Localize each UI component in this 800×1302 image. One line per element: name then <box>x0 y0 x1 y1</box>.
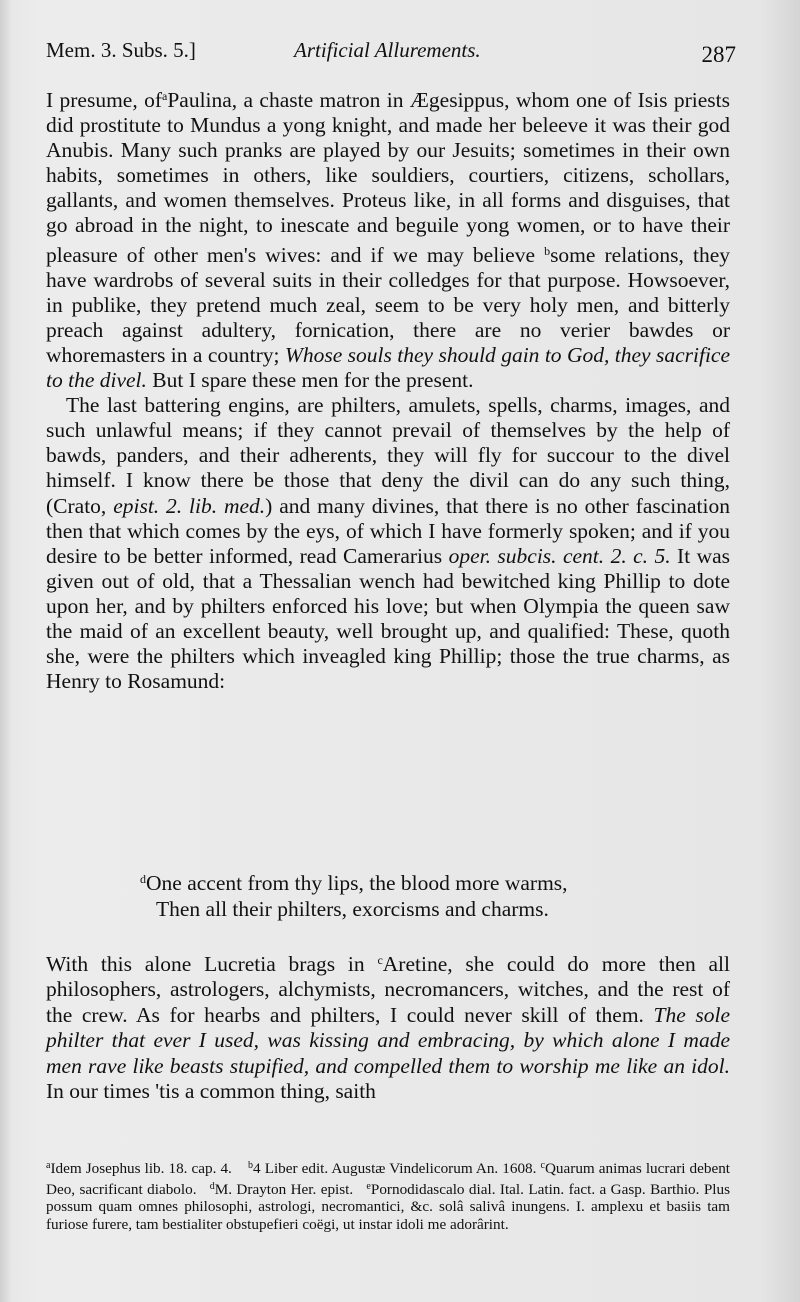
footnote-marker: b <box>248 1160 254 1171</box>
citation-italic: oper. subcis. cent. 2. c. 5. <box>448 543 671 568</box>
italic-quote: Whose souls they should gain to God, they sacrifice to the divel. <box>46 342 731 393</box>
text-segment: Aretine, she could do more then all philosophers, astrologers, alchymists, necromancers, witches, and the rest of the crew. As for hearbs and philters, I could never skill of them. <box>46 951 730 1027</box>
footnote-d: M. Drayton Her. epist. <box>214 1180 354 1198</box>
text-segment: some relations, they have wardrobs of several suits in their colledges for that purpose. Howsoever, in publike, they pretend much zeal, seem to be very holy men, and bitterly preach against adultery, fornication, there are no verier bawdes or whoremasters in a country; <box>46 242 730 367</box>
section-reference: Mem. 3. Subs. 5.] <box>46 38 196 62</box>
paragraph-jesuits <box>46 84 730 393</box>
text-segment: It was given out of old, that a Thessalian wench had bewitched king Phillip to dote upon her, and by philters enforced his love; but when Olympia the queen saw the maid of an excellent beauty, well brought up, and qualified: These, quoth she, were the philters which inveagled king Phillip; those the true charms, as Henry to Rosamund: <box>46 543 731 694</box>
paragraph-philters <box>46 393 730 694</box>
footnote-marker: a <box>46 1160 51 1171</box>
verse-text: One accent from thy lips, the blood more warms, <box>146 871 568 895</box>
citation-italic: epist. 2. lib. med. <box>113 493 266 518</box>
footnote-e: Pornodidascalo dial. Ital. Latin. fact. a Gasp. Barthio. Plus possum quam omnes philosophi, astrologi, necromantici, &c. solâ salivâ inungens. I. amplexu et basiis tam furiose furere, tam bestialiter obstupefieri coëgi, ut instar idoli me adorârint. <box>46 1180 731 1233</box>
page-number: 287 <box>701 42 736 67</box>
running-title: Artificial Allurements. <box>294 38 481 62</box>
text-segment: The last battering engins, are philters, amulets, spells, charms, images, and such unlawful means; if they cannot prevail of themselves by the help of bawds, panders, and their adherents, they will fly for succour to the divel himself. I know there be those that deny the divil can do any such thing, (Crato, <box>46 393 730 518</box>
text-segment: In our times 'tis a common thing, saith <box>46 1079 376 1104</box>
footnote-a: Idem Josephus lib. 18. cap. 4. <box>50 1160 232 1177</box>
italic-quote: The sole philter that ever I used, was kissing and embracing, by which alone I made men rave like beasts stupified, and compelled them to worship me like an idol. <box>46 1002 730 1078</box>
footnote-marker-b: b <box>544 243 551 258</box>
main-text-continued <box>46 926 730 1127</box>
main-text <box>46 84 730 694</box>
verse-line-1 <box>140 866 700 896</box>
text-segment: Paulina, a chaste matron in Ægesippus, whom one of Isis priests did prostitute to Mundus a yong knight, and made her beleeve it was their god Anubis. Many such pranks are played by our Jesuits; sometimes in their own habits, sometimes in others, like souldiers, courtiers, citizens, schollars, gallants, and women themselves. Proteus like, in all forms and disguises, that go abroad in the night, to inescate and beguile yong women, or to have their pleasure of other men's wives: and if we may believe <box>46 88 730 267</box>
verse-line-2: Then all their philters, exorcisms and charms. <box>156 897 549 921</box>
text-segment: I presume, of <box>46 88 162 112</box>
footnote-marker-d: d <box>140 872 146 886</box>
text-segment: With this alone Lucretia brags in <box>46 951 365 976</box>
footnote-b: 4 Liber edit. Augustæ Vindelicorum An. 1608. <box>253 1160 537 1177</box>
footnote-marker: c <box>540 1160 545 1171</box>
text-segment: But I spare these men for the present. <box>152 368 474 393</box>
paragraph-lucretia <box>46 948 730 1106</box>
footnote-c: Quarum animas lucrari debent Deo, sacrificant diabolo. <box>46 1160 731 1198</box>
footnote-marker-c: c <box>377 952 383 967</box>
footnote-marker-a: a <box>161 89 168 103</box>
verse-quote <box>140 866 700 922</box>
footnotes <box>46 1157 730 1233</box>
footnote-marker: d <box>209 1180 215 1192</box>
text-segment: ) and many divines, that there is no other fascination then that which comes by the eys, of which I have formerly spoken; and if you desire to be better informed, read Camerarius <box>46 493 731 568</box>
footnote-marker: e <box>366 1180 371 1192</box>
running-header <box>46 36 736 68</box>
